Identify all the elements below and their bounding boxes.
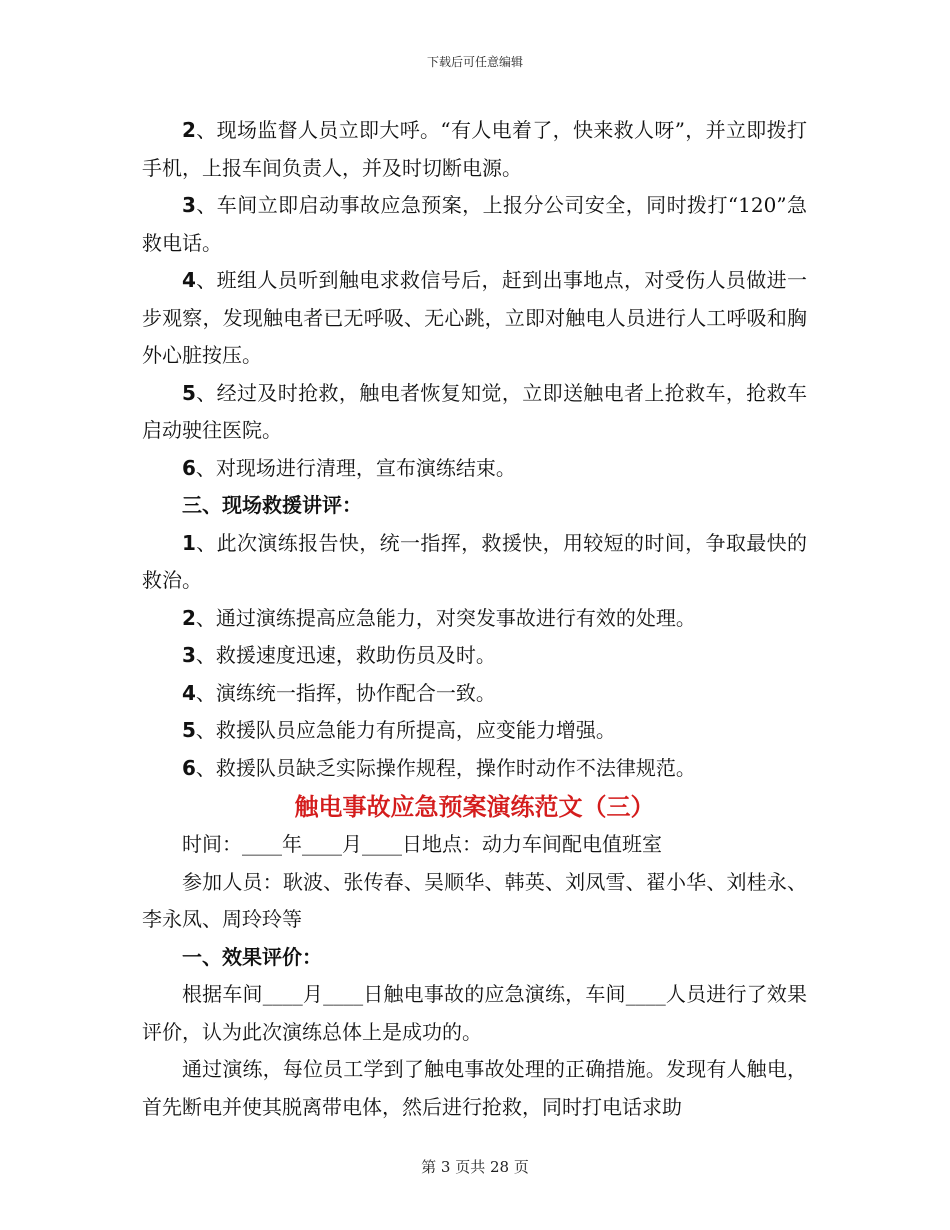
item-number: 6 [182,455,196,480]
section-heading: 一、效果评价： [182,944,322,969]
paragraph-text: 、车间立即启动事故应急预案，上报分公司安全，同时拨打“120”急救电话。 [142,193,807,255]
paragraph [142,112,807,187]
item-number: 2 [182,605,196,630]
paragraph-text: 、班组人员听到触电求救信号后，赶到出事地点，对受伤人员做进一步观察，发现触电者已无呼吸、无心跳，立即对触电人员进行人工呼吸和胸外心脏按压。 [142,268,807,367]
paragraph [142,187,807,262]
paragraph [142,525,807,600]
item-number: 2 [182,118,196,142]
section-heading: 三、现场救援讲评： [182,493,362,517]
paragraph: 通过演练，每位员工学到了触电事故处理的正确措施。发现有人触电，首先断电并使其脱离带电体，然后进行抢救，同时打电话求助 [142,1057,807,1119]
item-number: 4 [182,268,196,292]
page-footer: 第 3 页共 28 页 [421,1158,529,1176]
paragraph-text: 、救援队员应急能力有所提高，应变能力增强。 [195,718,616,742]
paragraph [142,675,807,713]
document-title: 触电事故应急预案演练范文（三） [294,792,655,821]
paragraph-text: 、现场监督人员立即大呼。“有人电着了，快来救人呀”，并立即拨打手机，上报车间负责人，并及时切断电源。 [142,118,807,180]
paragraph [142,375,807,450]
paragraph [142,450,807,488]
paragraph-text: 、此次演练报告快，统一指挥，救援快，用较短的时间，争取最快的救治。 [142,530,807,592]
paragraph-text: 、经过及时抢救，触电者恢复知觉，立即送触电者上抢救车，抢救车启动驶往医院。 [142,380,807,442]
document-body [142,112,807,1126]
item-number: 5 [182,380,196,405]
item-number: 3 [182,193,196,217]
item-number: 6 [182,755,196,780]
paragraph: 参加人员：耿波、张传春、吴顺华、韩英、刘凤雪、翟小华、刘桂永、李永凤、周玲玲等 [142,869,807,931]
paragraph-text: 、演练统一指挥，协作配合一致。 [195,680,496,705]
paragraph-text: 、救援队员缺乏实际操作规程，操作时动作不法律规范。 [195,755,696,780]
paragraph [142,750,807,788]
paragraph [142,600,807,638]
paragraph-text: 、通过演练提高应急能力，对突发事故进行有效的处理。 [195,605,696,630]
paragraph: 根据车间____月____日触电事故的应急演练，车间____人员进行了效果评价，认为此次演练总体上是成功的。 [142,982,807,1044]
paragraph [142,262,807,375]
paragraph: 时间：____年____月____日地点：动力车间配电值班室 [182,832,662,856]
paragraph [142,637,807,675]
item-number: 1 [182,530,196,555]
paragraph-text: 、对现场进行清理，宣布演练结束。 [195,455,516,480]
item-number: 5 [182,718,196,742]
page-header: 下载后可任意编辑 [426,55,523,69]
item-number: 3 [182,643,196,667]
paragraph [142,712,807,750]
paragraph-text: 、救援速度迅速，救助伤员及时。 [195,643,496,667]
item-number: 4 [182,680,196,705]
